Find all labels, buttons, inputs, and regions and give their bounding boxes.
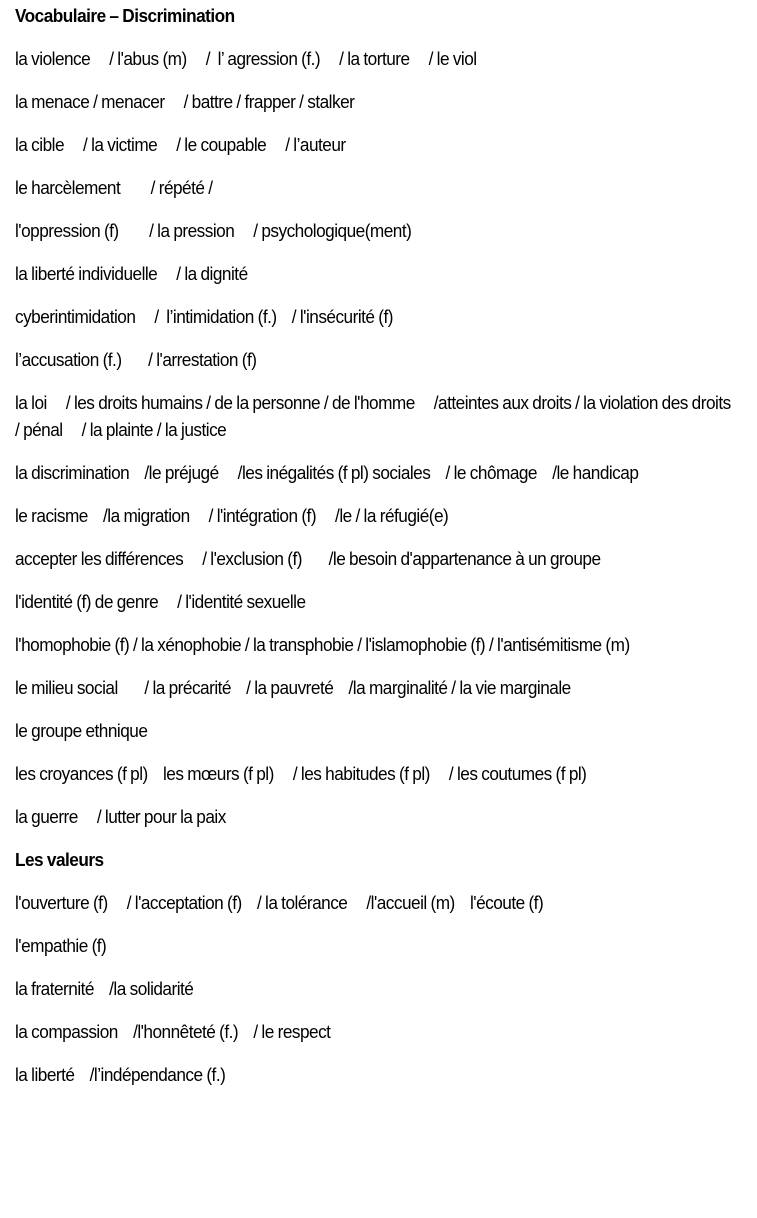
vocab-line: l'identité (f) de genre / l'identité sexuelle xyxy=(15,591,306,612)
vocab-line: le racisme /la migration / l'intégration (f) /le / la réfugié(e) xyxy=(15,505,449,526)
vocab-line: l'empathie (f) xyxy=(15,935,107,956)
vocab-line: l'ouverture (f) / l'acceptation (f) / la tolérance /l'accueil (m) l'écoute (f) xyxy=(15,892,544,913)
vocab-line: le harcèlement / répété / xyxy=(15,177,213,198)
vocab-line: la compassion /l'honnêteté (f.) / le respect xyxy=(15,1021,331,1042)
vocab-line: le milieu social / la précarité / la pauvreté /la marginalité / la vie marginale xyxy=(15,677,571,698)
vocab-line: la liberté /l’indépendance (f.) xyxy=(15,1064,226,1085)
vocab-line: la cible / la victime / le coupable / l’auteur xyxy=(15,134,346,155)
section-heading-values: Les valeurs xyxy=(15,849,104,870)
vocab-line: l'homophobie (f) / la xénophobie / la transphobie / l'islamophobie (f) / l'antisémitisme (m) xyxy=(15,634,630,655)
vocab-line: l'oppression (f) / la pression / psychologique(ment) xyxy=(15,220,412,241)
vocab-line: la liberté individuelle / la dignité xyxy=(15,263,248,284)
vocab-line: la discrimination /le préjugé /les inégalités (f pl) sociales / le chômage /le handicap xyxy=(15,462,639,483)
vocab-line: cyberintimidation / l’intimidation (f.) / l'insécurité (f) xyxy=(15,306,393,327)
vocab-line: la menace / menacer / battre / frapper / stalker xyxy=(15,91,355,112)
vocab-line: l’accusation (f.) / l'arrestation (f) xyxy=(15,349,257,370)
vocab-line: le groupe ethnique xyxy=(15,720,148,741)
vocab-line: la fraternité /la solidarité xyxy=(15,978,194,999)
vocab-line: les croyances (f pl) les mœurs (f pl) / les habitudes (f pl) / les coutumes (f pl) xyxy=(15,763,587,784)
vocabulary-list-discrimination xyxy=(15,45,746,830)
vocab-line: accepter les différences / l'exclusion (f) /le besoin d'appartenance à un groupe xyxy=(15,548,601,569)
vocab-line: la violence / l'abus (m) / l’ agression (f.) / la torture / le viol xyxy=(15,48,477,69)
vocabulary-list-values xyxy=(15,889,742,1088)
vocab-line: la guerre / lutter pour la paix xyxy=(15,806,226,827)
document-title: Vocabulaire – Discrimination xyxy=(15,5,235,26)
vocab-line: la loi / les droits humains / de la personne / de l'homme /atteintes aux droits / la violation des droits / pénal / la plainte / la justice xyxy=(15,392,746,440)
